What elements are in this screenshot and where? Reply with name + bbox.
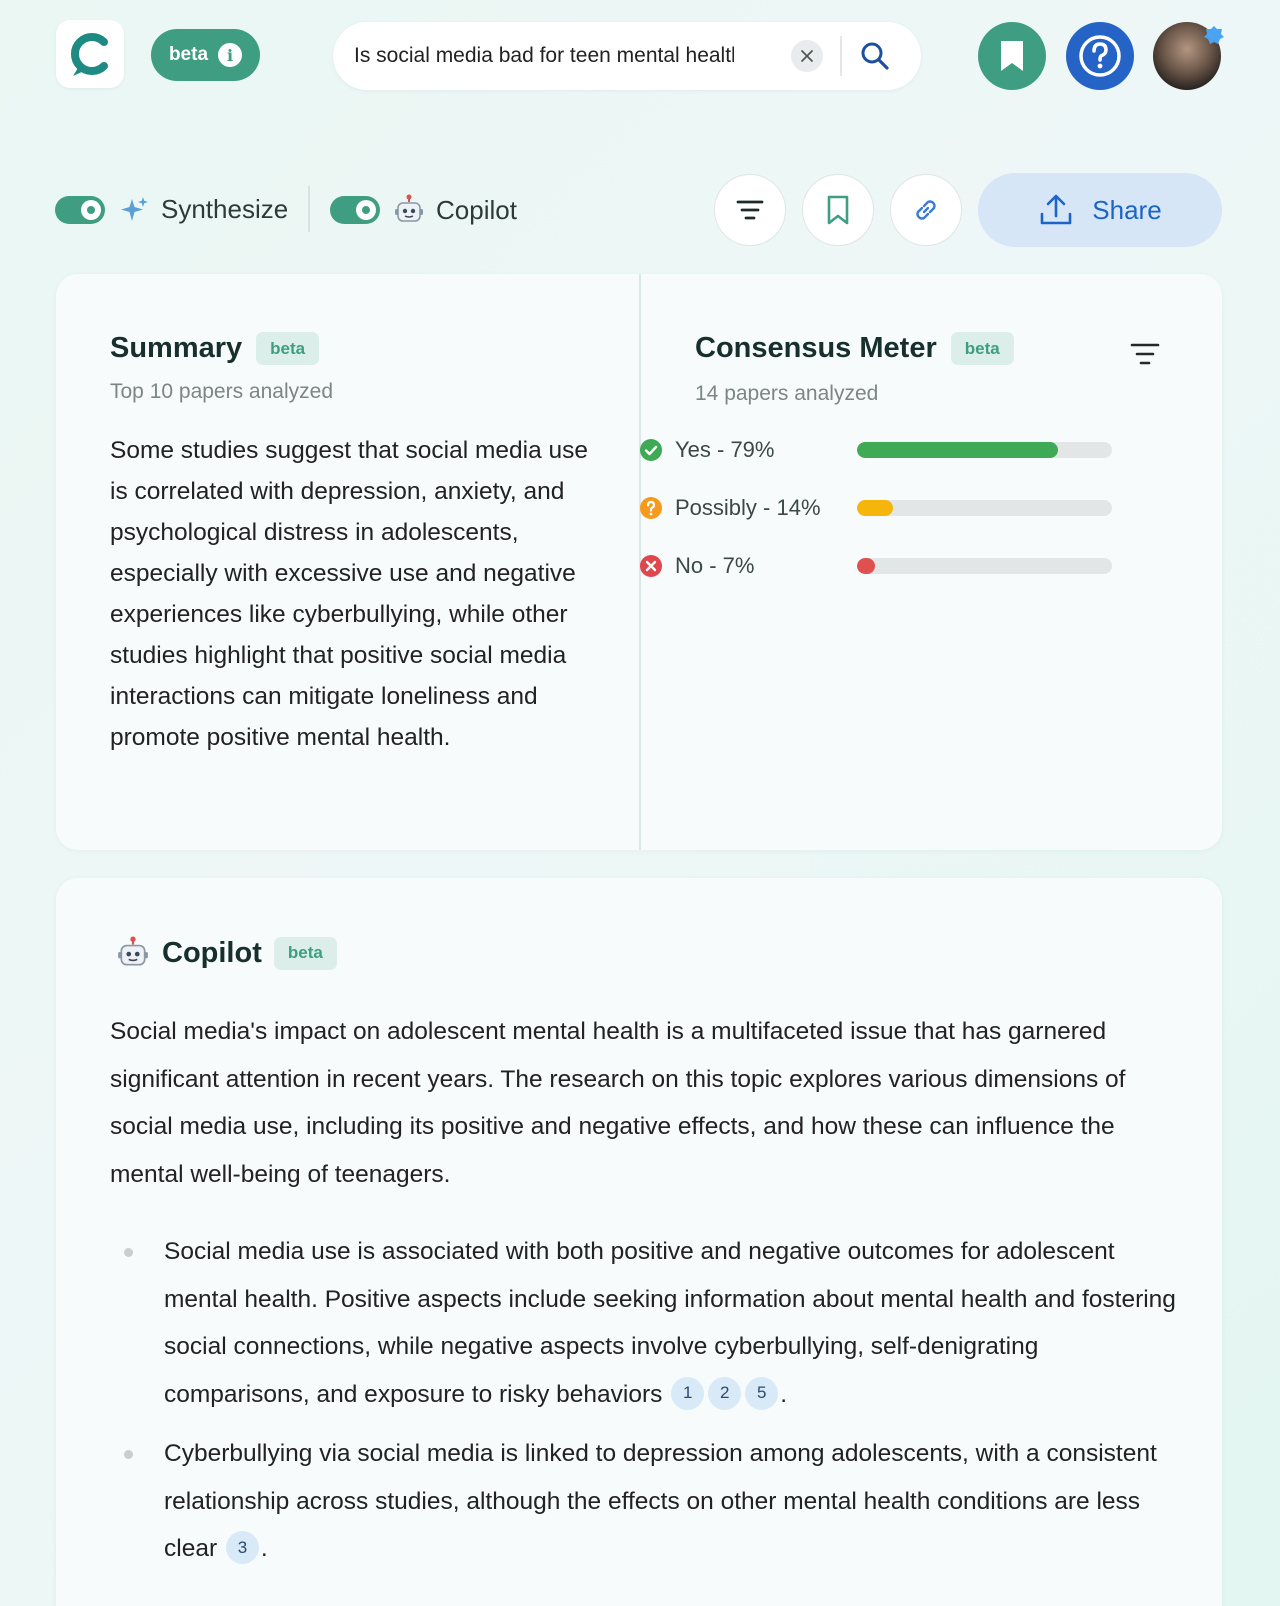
user-avatar[interactable] — [1153, 22, 1221, 90]
filter-icon — [1130, 342, 1160, 366]
share-label: Share — [1092, 194, 1162, 225]
bullet-dot — [124, 1450, 133, 1459]
top-bar — [0, 0, 1280, 120]
consensus-row-yes[interactable] — [639, 435, 1119, 465]
synthesize-toggle[interactable] — [55, 196, 105, 224]
consensus-filter-button[interactable] — [1130, 342, 1160, 371]
check-circle-icon — [639, 438, 663, 462]
clear-search-button[interactable] — [791, 40, 823, 72]
list-item — [110, 1228, 1180, 1418]
search-button[interactable] — [855, 36, 895, 76]
search-icon — [859, 40, 891, 72]
toolbar-divider — [308, 186, 310, 232]
consensus-row-possibly[interactable] — [639, 493, 1119, 523]
consensus-title: Consensus Meter — [695, 332, 937, 364]
copilot-toggle[interactable] — [330, 196, 380, 224]
bullet-end: . — [780, 1380, 788, 1408]
bullet-text: Cyberbullying via social media is linked to depression among adolescents, with a consistent relationship across studies, although the effects on other mental health conditions are less clear — [164, 1440, 1157, 1562]
copilot-header — [116, 936, 337, 970]
filter-button[interactable] — [714, 174, 786, 246]
consensus-logo[interactable] — [56, 20, 124, 88]
consensus-subtitle: 14 papers analyzed — [695, 382, 879, 405]
bookmark-icon — [997, 38, 1027, 74]
citation-link[interactable]: 1 — [671, 1377, 704, 1410]
beta-badge[interactable] — [151, 29, 260, 81]
yes-meter-fill — [857, 442, 1058, 458]
verified-badge-icon — [1203, 24, 1225, 46]
toggle-knob — [356, 200, 376, 220]
copilot-title: Copilot — [162, 936, 262, 969]
bookmark-button[interactable] — [802, 174, 874, 246]
copilot-text: Copilot — [436, 194, 517, 225]
search-divider — [840, 36, 842, 76]
no-label: No - 7% — [675, 553, 755, 578]
x-circle-icon — [639, 554, 663, 578]
no-meter-fill — [857, 558, 875, 574]
yes-meter-track — [857, 442, 1112, 458]
beta-badge-label: beta — [168, 44, 209, 65]
copilot-beta-tag: beta — [274, 937, 337, 970]
possibly-meter-track — [857, 500, 1112, 516]
question-circle-icon — [639, 496, 663, 520]
bullet-dot — [124, 1248, 133, 1257]
upload-icon — [1038, 192, 1074, 228]
consensus-row-label — [639, 553, 857, 579]
link-icon — [910, 194, 942, 226]
help-button[interactable] — [1066, 22, 1134, 90]
consensus-header — [695, 332, 1014, 365]
citation-link[interactable]: 3 — [226, 1531, 259, 1564]
robot-icon — [394, 194, 424, 226]
robot-icon — [116, 936, 150, 970]
citation-link[interactable]: 2 — [708, 1377, 741, 1410]
summary-header — [110, 332, 319, 365]
close-icon — [799, 48, 815, 64]
possibly-label: Possibly - 14% — [675, 495, 821, 520]
copy-link-button[interactable] — [890, 174, 962, 246]
possibly-meter-fill — [857, 500, 893, 516]
summary-text: Some studies suggest that social media use is correlated with depression, anxiety, and psychological distress in adolescents, especially with excessive use and negative experiences like cyberbullying, while other studies highlight that positive social media interactions can mitigate loneliness and promote positive mental health. — [110, 437, 589, 751]
copilot-label — [394, 194, 517, 226]
consensus-row-label — [639, 495, 857, 521]
bullet-end: . — [260, 1535, 268, 1562]
help-icon — [1076, 32, 1124, 80]
results-toolbar — [0, 170, 1280, 250]
copilot-intro-text: Social media's impact on adolescent mental health is a multifaceted issue that has garnered significant attention in recent years. The research on this topic explores various dimensions of social media use, including its positive and negative effects, and how these can influence the mental well-being of teenagers. — [110, 1018, 1126, 1188]
consensus-row-no[interactable] — [639, 551, 1119, 581]
bookmark-icon — [825, 194, 851, 226]
logo-icon — [68, 30, 112, 78]
info-icon: i — [218, 43, 242, 67]
synthesize-label — [119, 194, 288, 225]
search-bar — [333, 22, 921, 90]
saved-searches-button[interactable] — [978, 22, 1046, 90]
copilot-bullet-list — [110, 1228, 1180, 1585]
summary-title: Summary — [110, 332, 243, 364]
citation-link[interactable]: 5 — [745, 1377, 778, 1410]
bullet-text: Social media use is associated with both positive and negative outcomes for adolescent mental health. Positive aspects include seeking information about mental health and fostering social connections, while negative aspects involve cyberbullying, self-denigrating comparisons, and exposure to risky behaviors — [164, 1238, 1176, 1408]
summary-beta-tag: beta — [256, 332, 319, 365]
share-button[interactable] — [978, 173, 1222, 247]
list-item — [110, 1430, 1180, 1573]
no-meter-track — [857, 558, 1112, 574]
consensus-beta-tag: beta — [951, 332, 1014, 365]
filter-icon — [735, 198, 765, 222]
yes-label: Yes - 79% — [675, 437, 775, 462]
copilot-card — [56, 878, 1222, 1606]
consensus-row-label — [639, 437, 857, 463]
summary-subtitle: Top 10 papers analyzed — [110, 380, 333, 403]
synthesize-text: Synthesize — [161, 194, 289, 224]
toggle-knob — [81, 200, 101, 220]
sparkle-icon — [119, 195, 149, 225]
search-input[interactable] — [354, 44, 734, 68]
